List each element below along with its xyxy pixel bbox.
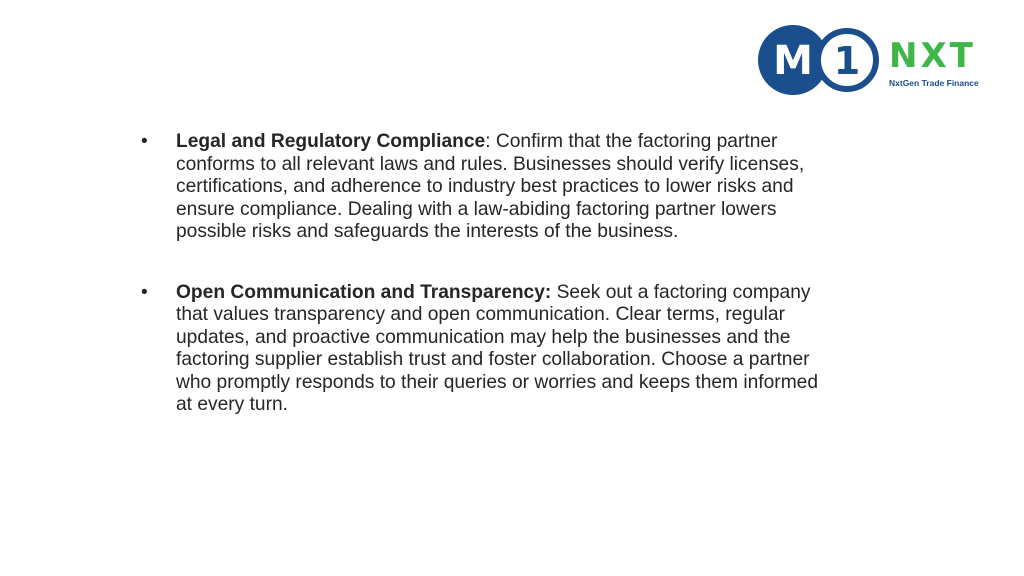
- bullet-text: Seek out a factoring company that values transparency and open communication. Clear terms, regular updates, and proactive communication may help the businesses and the factoring supplier establish trust and foster collaboration. Choose a partner who promptly responds to their queries or worries and keeps them informed at every turn.: [176, 281, 819, 415]
- bullet-term: Open Communication and Transparency:: [176, 281, 552, 303]
- logo-nxt-text: NXT: [889, 36, 976, 76]
- bullet-text: Confirm that the factoring partner conforms to all relevant laws and rules. Businesses should verify licenses, certifications, and adherence to industry best practices to lower risks and ensure compliance. Dealing with a law-abiding factoring partner lowers possible risks and safeguards the interests of the business.: [176, 131, 805, 242]
- bullet-separator: :: [485, 131, 491, 152]
- one-digit: 1: [833, 39, 861, 83]
- bullet-list: [141, 131, 831, 455]
- logo-tagline: NxtGen Trade Finance: [889, 78, 979, 88]
- m1nxt-logo: [737, 16, 1007, 110]
- bullet-item-open-communication: [141, 282, 831, 417]
- m-letter: M: [773, 38, 813, 84]
- bullet-item-legal-compliance: [141, 131, 831, 244]
- m1-logo-mark: [737, 16, 887, 110]
- bullet-term: Legal and Regulatory Compliance: [176, 131, 486, 152]
- bullet-marker: •: [141, 131, 148, 152]
- bullet-marker: •: [141, 281, 148, 303]
